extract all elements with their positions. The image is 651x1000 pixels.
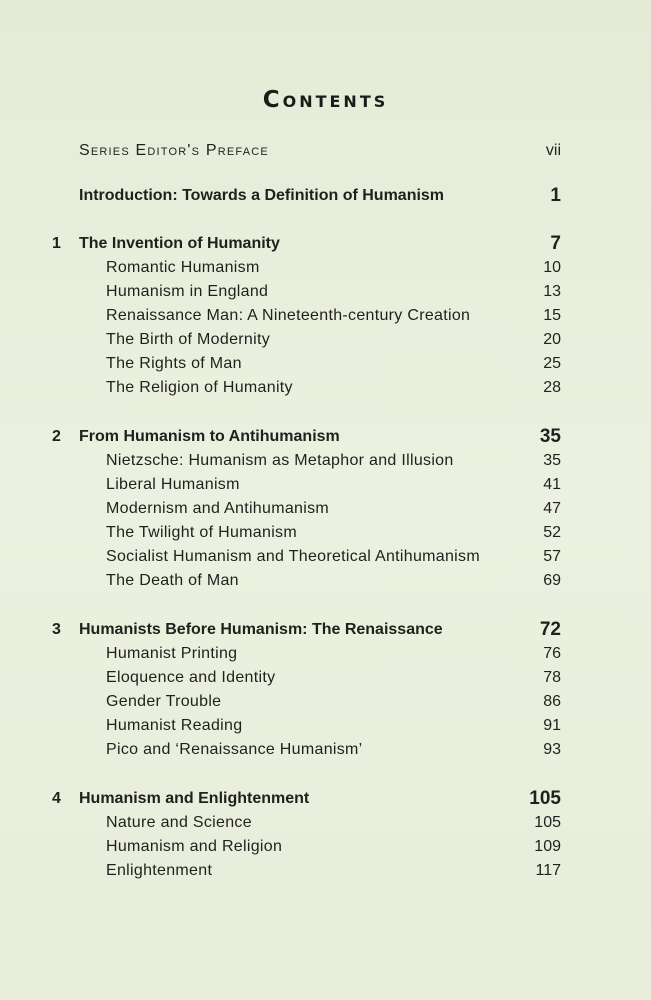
section-title: The Rights of Man [106, 355, 242, 372]
section-page: 52 [543, 524, 561, 541]
section-title: Enlightenment [106, 862, 213, 879]
toc-section-row[interactable] [0, 835, 651, 859]
toc-entry-title: Introduction: Towards a Definition of Humanism [79, 187, 445, 204]
section-page: 41 [543, 476, 561, 493]
section-page: 69 [543, 572, 561, 589]
section-title: Modernism and Antihumanism [106, 500, 330, 517]
section-title: Liberal Humanism [106, 476, 240, 493]
toc-chapter-row[interactable] [0, 425, 651, 449]
chapter-page: 7 [550, 233, 561, 254]
toc-section-row[interactable] [0, 569, 651, 593]
toc-entry-page: vii [545, 142, 561, 159]
chapter-title: Humanists Before Humanism: The Renaissance [79, 621, 443, 638]
toc-entry-title: Series Editor's Preface [79, 142, 269, 159]
toc-section-row[interactable] [0, 690, 651, 714]
section-page: 93 [543, 741, 561, 758]
section-title: Eloquence and Identity [106, 669, 276, 686]
toc-chapter-row[interactable] [0, 787, 651, 811]
toc-section-row[interactable] [0, 473, 651, 497]
toc-section-row[interactable] [0, 280, 651, 304]
section-page: 25 [543, 355, 561, 372]
section-page: 105 [534, 814, 561, 831]
section-title: Socialist Humanism and Theoretical Antihumanism [106, 548, 480, 565]
toc-section-row[interactable] [0, 497, 651, 521]
section-page: 76 [543, 645, 561, 662]
toc-section-row[interactable] [0, 811, 651, 835]
toc-section-row[interactable] [0, 714, 651, 738]
toc-introduction-row[interactable] [0, 184, 651, 208]
section-page: 15 [543, 307, 561, 324]
toc-section-row[interactable] [0, 545, 651, 569]
chapter-title: The Invention of Humanity [79, 235, 280, 252]
toc-section-row[interactable] [0, 738, 651, 762]
section-title: Gender Trouble [106, 693, 222, 710]
chapter-number: 1 [52, 235, 61, 252]
section-page: 117 [535, 862, 561, 879]
section-page: 47 [543, 500, 561, 517]
chapter-number: 2 [52, 428, 61, 445]
toc-section-row[interactable] [0, 256, 651, 280]
section-title: The Birth of Modernity [106, 331, 270, 348]
chapter-page: 35 [539, 426, 561, 447]
toc-entry-page: 1 [550, 185, 561, 206]
section-page: 13 [543, 283, 561, 300]
toc-preface-row[interactable] [0, 139, 651, 163]
toc-chapter-row[interactable] [0, 232, 651, 256]
section-title: Humanism in England [106, 283, 269, 300]
chapter-title: From Humanism to Antihumanism [79, 428, 340, 445]
section-title: Humanist Reading [106, 717, 243, 734]
chapter-page: 72 [539, 619, 561, 640]
section-title: Nature and Science [106, 814, 252, 831]
section-page: 86 [543, 693, 561, 710]
toc-section-row[interactable] [0, 449, 651, 473]
section-title: Humanism and Religion [106, 838, 283, 855]
section-title: Pico and ‘Renaissance Humanism’ [106, 741, 363, 758]
toc-chapter-row[interactable] [0, 618, 651, 642]
toc-section-row[interactable] [0, 642, 651, 666]
section-page: 20 [543, 331, 561, 348]
section-title: Nietzsche: Humanism as Metaphor and Illusion [106, 452, 454, 469]
toc-section-row[interactable] [0, 376, 651, 400]
toc-section-row[interactable] [0, 666, 651, 690]
section-title: Renaissance Man: A Nineteenth-century Creation [106, 307, 471, 324]
section-page: 28 [543, 379, 561, 396]
toc-section-row[interactable] [0, 352, 651, 376]
section-page: 35 [543, 452, 561, 469]
chapter-page: 105 [529, 788, 561, 809]
toc-section-row[interactable] [0, 521, 651, 545]
toc-section-row[interactable] [0, 859, 651, 883]
chapter-number: 4 [52, 790, 61, 807]
section-title: The Death of Man [106, 572, 239, 589]
section-title: The Religion of Humanity [106, 379, 293, 396]
section-page: 109 [534, 838, 561, 855]
section-title: The Twilight of Humanism [106, 524, 297, 541]
section-title: Romantic Humanism [106, 259, 260, 276]
toc-section-row[interactable] [0, 304, 651, 328]
section-page: 78 [543, 669, 561, 686]
chapter-title: Humanism and Enlightenment [79, 790, 310, 807]
section-page: 57 [543, 548, 561, 565]
section-page: 91 [543, 717, 561, 734]
section-title: Humanist Printing [106, 645, 238, 662]
chapter-number: 3 [52, 621, 61, 638]
toc-section-row[interactable] [0, 328, 651, 352]
contents-heading: Contents [262, 87, 389, 113]
section-page: 10 [543, 259, 561, 276]
